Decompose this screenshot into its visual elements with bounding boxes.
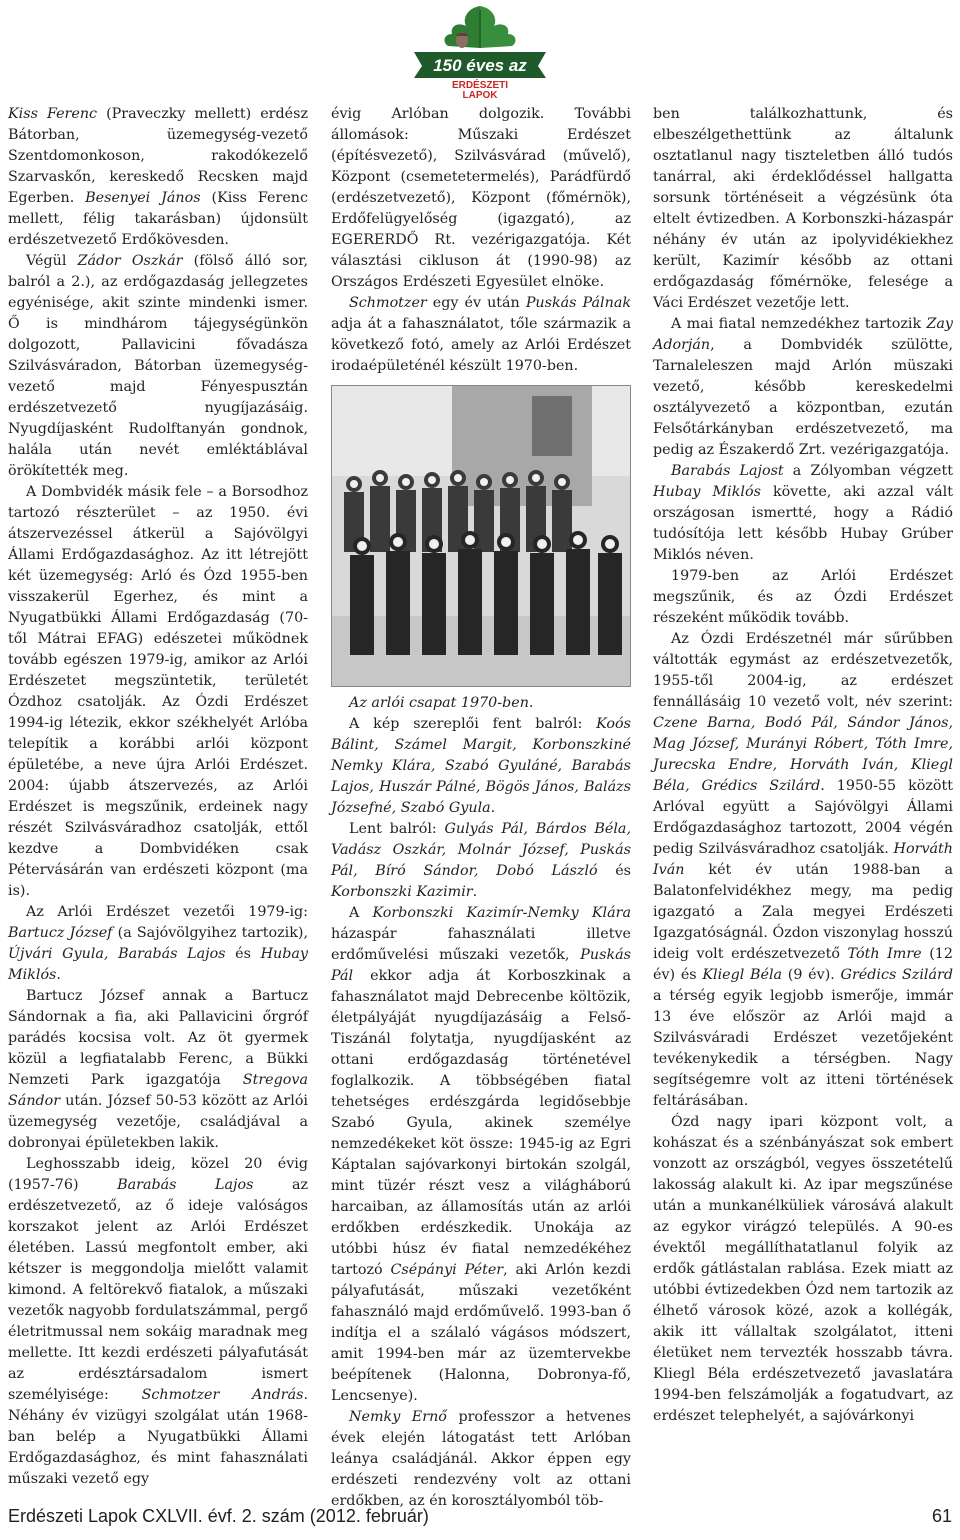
paragraph: Az Ózdi Erdészetnél már sűrűbben váltották egymást az erdészetvezetők, 1955-től 2004-ig, az erdészet fennállásáig 10 vezető volt, név szerint: Czene Barna, Bodó Pál, Sándor János, Mag József, Murányi Róbert, Tóth Imre, Jurecska Endre, Horváth Iván, Kliegl Béla, Grédics Szilárd. 1950-55 között Arlóval együtt a Sajóvölgyi Állami Erdőgazdasághoz tartozott, 2004 végén pedig Szilvásváradhoz csatolják. Horváth Iván két év után 1988-ban a Balatonfelvidékhez megy, ma pedig igazgató a Zala megyei Erdészeti Igazgatóságnál. Ózdon viszonylag hosszú ideig volt erdészetvezető Tóth Imre (12 év) és Kliegl Béla (9 év). Grédics Szilárd a térség egyik legjobb ismerője, immár 13 éve először az Arlói majd a Szilvásváradi Erdészet vezetőjeként tevékenykedik a térségben. Nagy segítségemre volt az itteni történések feltárásában. bbox=[653, 631, 953, 1109]
paragraph: Barabás Lajost a Zólyomban végzett Hubay Miklós követte, aki azzal vált országosan ismertté, hogy a Rádió tudósítója lett később Hubay Grúber Miklós néven. bbox=[653, 463, 953, 563]
paragraph: A Dombvidék másik fele – a Borsodhoz tartozó részterület – az 1950. évi átszervezéssel átkerül a Sajóvölgyi Állami Erdőgazdasághoz. Az itt létrejött két üzemegység: Arló és Ózd 1955-ben visszakerül Egerhez, és mint a Nyugatbükki Állami Erdőgazdaság (70-től Mátrai EFAG) edészetei működnek tovább egészen 1979-ig, amikor az Arlói Erdészetet megszüntetik, területét Ózdhoz csatolják. Az Ózdi Erdészet 1994-ig létezik, ekkor székhelyét Arlóba telepítik a korábbi arlói központ épületébe, a neve újra Arlói Erdészet. 2004: újabb átszervezés, az Arlói Erdészet is megszűnik, erdeinek nagy részét Szilvásváradhoz csatolják, ettől kezdve a Dombvidéken csak Pétervásárán van erdészeti központ (ma is). bbox=[8, 484, 308, 899]
paragraph: évig Arlóban dolgozik. További állomások: Műszaki Erdészet (építésvezető), Szilvásvárad (művelő), Központ (csemetetermelés), Parádfürdő (erdészetvezető), Központ (főmérnök), Erdőfelügyelőség (igazgató), az EGERERDŐ Rt. vezérigazgatója. Két választási cikluson át (1990-98) az Országos Erdészeti Egyesület elnöke. bbox=[331, 106, 631, 290]
paragraph: Kiss Ferenc (Praveczky mellett) erdész Bátorban, üzemegység-vezető Szentdomonkoson, rakodókezelő Szarvaskőn, kereskedő Recsken majd Egerben. Besenyei János (Kiss Ferenc mellett, félig takarásban) újdonsült erdészetvezető Erdőkövesden. bbox=[8, 106, 309, 248]
text-column-3 bbox=[653, 104, 953, 1427]
paragraph: Leghosszabb ideig, közel 20 évig (1957-76) Barabás Lajos az erdészetvezető, az ő ideje valóságos korszakot jelent az Arlói Erdészet életében. Lassú megfontolt ember, aki kétszer is meggondolja mielőtt valamit kimond. A feltörekvő fiatalok, a műszaki vezetők nagyobb fordulatszámmal, pergő életritmussal nem sokáig maradnak meg mellette. Itt kezdi erdészeti pályafutását az erdésztársadalom ismert személyisége: Schmotzer András. Néhány év vizügyi szolgálat után 1968-ban belép a Nyugatbükki Állami Erdőgazdasághoz, és mint fahasználati műszaki vezető egy bbox=[8, 1156, 309, 1487]
paragraph: Bartucz József annak a Bartucz Sándornak a fia, aki Pallavicini őrgróf parádés kocsisa volt. Az öt gyermek közül a legfiatalabb Ferenc, a Bükki Nemzeti Park igazgatója Stregova Sándor után. József 50-53 között az Arlói üzemegység vezetője, családjával a dobronyai épületekben lakik. bbox=[8, 988, 308, 1151]
text-column-1 bbox=[8, 104, 308, 1490]
logo-sub-line2: LAPOK bbox=[462, 90, 498, 100]
paragraph: ben találkozhattunk, és elbeszélgethettünk az általunk osztatlanul nagy tiszteletben álló tudós tanárral, aki érdeklődéssel hallgatta sorsunk történéseit a végzésünk óta eltelt évtizedben. A Korbonszki-házaspár néhány év után az ipolyvidékiekhez került, Kazimír később az ottani erdőgazdaság főmérnöke, felesége a Váci Erdészet vezetője lett. bbox=[653, 106, 953, 311]
paragraph: Schmotzer egy év után Puskás Pálnak adja át a fahasználatot, tőle származik a következő fotó, amely az Arlói Erdészet irodaépületénél készült 1970-ben. bbox=[331, 295, 632, 374]
journal-citation: Erdészeti Lapok CXLVII. évf. 2. szám (2012. február) bbox=[8, 1506, 429, 1526]
page-number: 61 bbox=[931, 1506, 952, 1526]
paragraph: Végül Zádor Oszkár (fölső álló sor, balról a 2.), az erdőgazdaság jellegzetes egyénisége, akit szinte mindenki ismer. Ő is mindhárom tájegységünkön dolgozott, Pallavicini fővadásza Szilvásváradon, Bátorban üzemegység-vezető majd Fényespusztán erdészetvezető nyugíjazásáig. Nyugdíjasként Rudolftanyán gondnok, halála után nevét emléktáblával örökítették meg. bbox=[8, 253, 308, 479]
paragraph: A Korbonszki Kazimír-Nemky Klára házaspár fahasználati illetve erdőművelési műszaki vezetők, Puskás Pál ekkor adja át Korboszkinak a fahasználatot majd Debrecenbe költözik, életpályáját nyugdíjazásáig a Felső-Tiszánál folytatja, nyugdíjasként az ottani erdőgazdaság történetével foglalkozik. A többségében fiatal tehetséges erdészgárda legidősebbje Szabó Gyula, akinek személye nemzedékeket köt össze: 1945-ig az Egri Káptalan sajóvarkonyi birtokán szolgál, mint tüzér részt vesz a világháború harcaiban, az államosítás után az arlói erdőkben erdészkedik. Unokája az utóbbi húsz év fiatal nemzedékéhez tartozó Csépányi Péter, aki Arlón kezdi pályafutását, műszaki vezetőként fahasználó majd erdőművelő. 1993-ban ő indítja el a szálaló vágásos módszert, amit 1994-ben már az üzemtervekbe beépítenek (Halonna, Dobronya-fő, Lencsenye). bbox=[331, 905, 632, 1404]
group-photo-image bbox=[332, 386, 630, 686]
photo-caption: Az arlói csapat 1970-ben. bbox=[349, 695, 534, 711]
erdeszeti-lapok-logo bbox=[404, 0, 556, 100]
paragraph: 1979-ben az Arlói Erdészet megszűnik, és az Ózdi Erdészet részeként működik tovább. bbox=[653, 568, 953, 626]
logo-sub-line1: ERDÉSZETI bbox=[451, 80, 509, 91]
paragraph: Az Arlói Erdészet vezetői 1979-ig: Bartucz József (a Sajóvölgyihez tartozik), Újvári Gyula, Barabás Lajos és Hubay Miklós. bbox=[8, 904, 309, 983]
group-photo bbox=[331, 385, 631, 687]
logo-badge-text: 150 éves az bbox=[433, 56, 527, 75]
paragraph: Nemky Ernő professzor a hetvenes évek elején látogatást tett Arlóban leánya családjánál. Akkor éppen egy erdészeti rendezvény volt az ottani erdőkben, az én korosztályomból töb- bbox=[331, 1409, 632, 1509]
paragraph: Ózd nagy ipari központ volt, a kohászat és a szénbányászat sok embert vonzott az országból, vegyes összetételű lakosság alakult ki. Az ipar megszűnése után a munkanélküliek városává alakult az egykor virágzó település. A 90-es évektől megállíthatatlanul folyik az erdők gátlástalan rablása. Ezek miatt az utóbbi évtizedekben Ózd nem tartozik az élhető városok közé, azok a kollégák, akik itt vállaltak szolgálatot, itteni életüket nem tervezték hosszabb távra. Kliegl Béla erdészetvezető javaslatára 1994-ben felszámolják a fogatudvart, az erdészet telephelyét, a sajóvárkonyi bbox=[653, 1114, 953, 1424]
oak-leaf-icon bbox=[445, 6, 516, 48]
paragraph: A kép szereplői fent balról: Koós Bálint, Számel Margit, Korbonszkiné Nemky Klára, Szabó Gyuláné, Barabás Lajos, Huszár Pálné, Bögös János, Balázs Józsefné, Szabó Gyula. bbox=[331, 716, 631, 816]
paragraph: Lent balról: Gulyás Pál, Bárdos Béla, Vadász Oszkár, Molnár József, Puskás Pál, Bíró Sándor, Dobó László és Korbonszki Kazimir. bbox=[331, 821, 632, 900]
page-footer bbox=[8, 1506, 952, 1527]
paragraph: A mai fiatal nemzedékhez tartozik Zay Adorján, a Dombvidék szülötte, Tarnaleleszen majd Arlón müszaki vezető, később kereskedelmi osztályvezető a központban, ezután Felsőtárkányban erdészetvezető, ma pedig az Északerdő Zrt. vezérigazgatója. bbox=[653, 316, 953, 458]
text-column-2 bbox=[331, 104, 631, 1512]
